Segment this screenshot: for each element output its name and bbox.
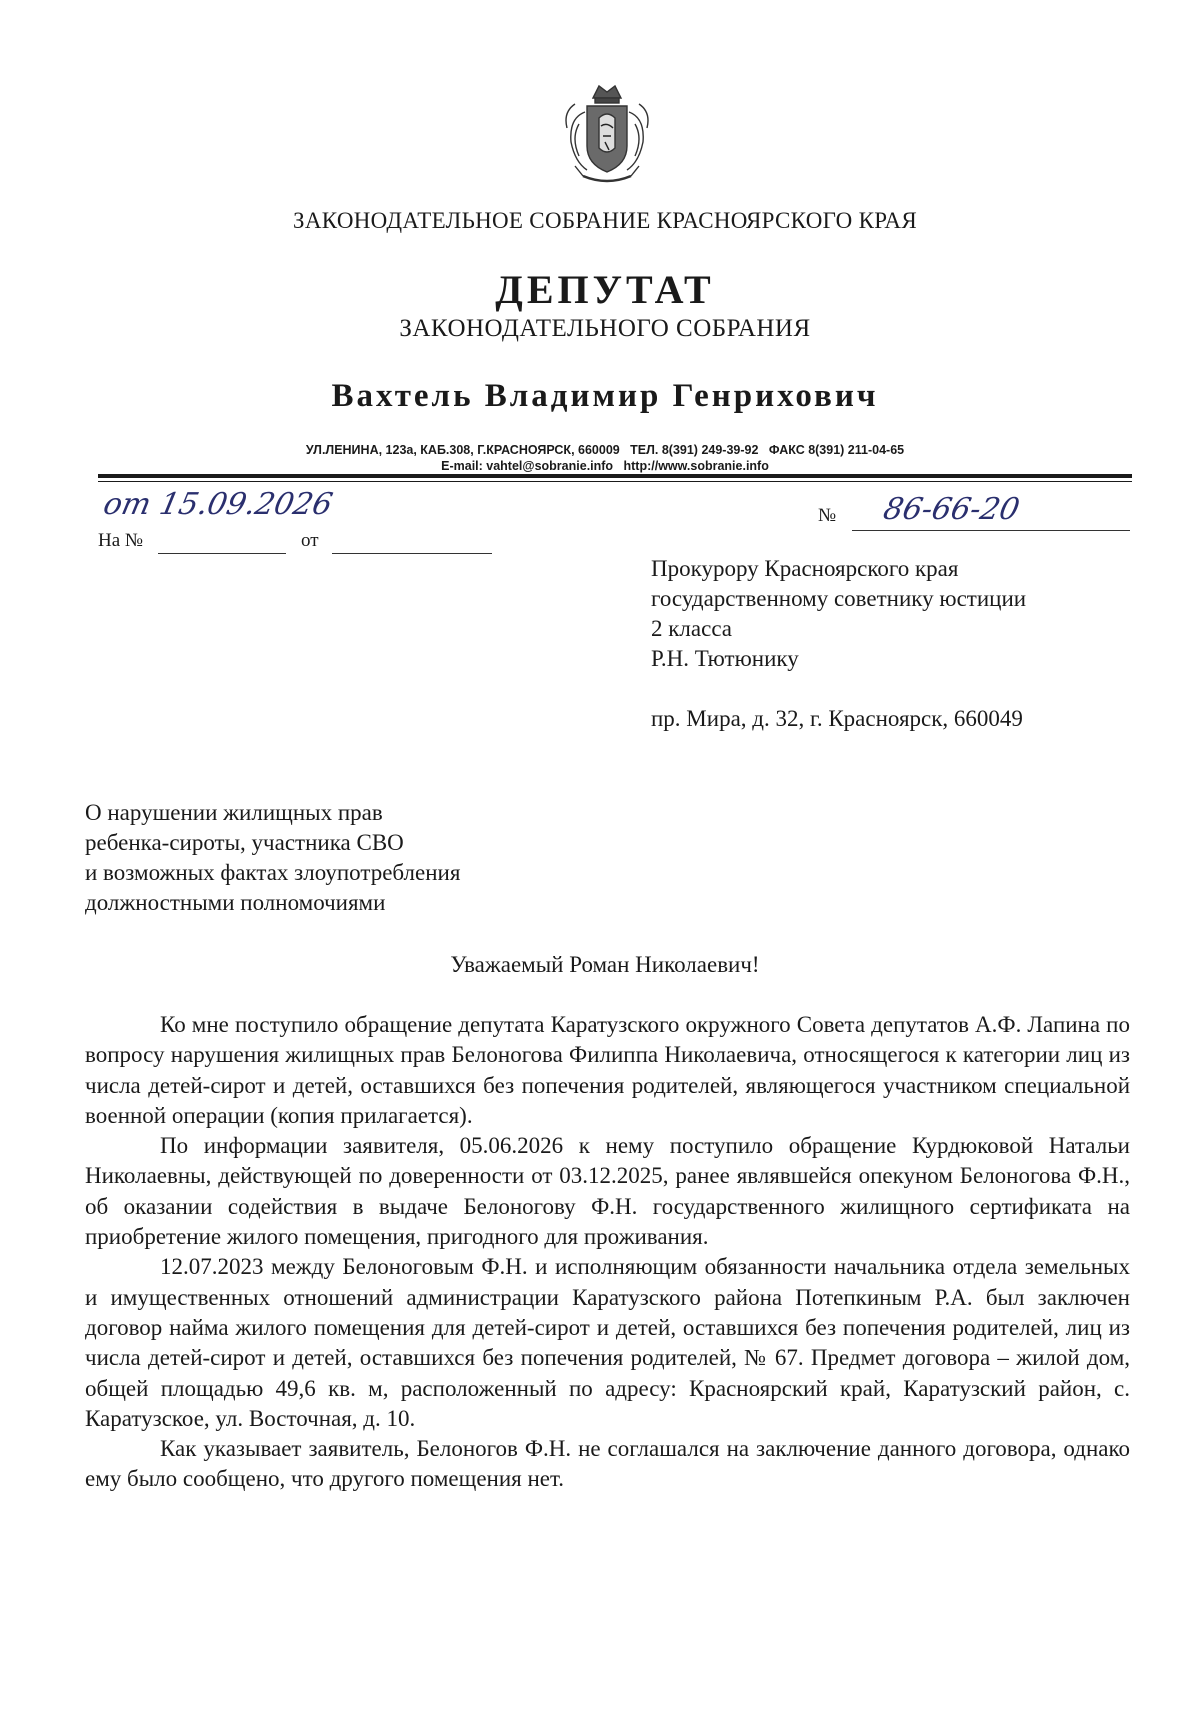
reference-number-underline	[158, 553, 286, 554]
deputy-name: Вахтель Владимир Генрихович	[331, 378, 879, 414]
reference-number-label: На №	[98, 530, 144, 551]
subject-line: должностными полномочиями	[85, 890, 386, 915]
addressee-address: пр. Мира, д. 32, г. Красноярск, 660049	[651, 706, 1023, 731]
addressee-line: Р.Н. Тютюнику	[651, 646, 799, 671]
reference-date-label: от	[301, 530, 319, 551]
body-paragraph: По информации заявителя, 05.06.2026 к нему поступило обращение Курдюковой Натальи Николаевны, действующей по доверенности от 03.12.2025, ранее являвшейся опекуном Белоногова Ф.Н., об оказании содействия в выдаче Белоногову Ф.Н. государственного жилищного сертификата на приобретение жилого помещения, пригодного для проживания.	[85, 1133, 1130, 1250]
contact-info	[0, 442, 1179, 474]
header-divider-thin	[98, 481, 1132, 482]
handwritten-date: от 15.09.2026	[100, 487, 336, 522]
greeting: Уважаемый Роман Николаевич!	[450, 952, 760, 977]
body-paragraph: Ко мне поступило обращение депутата Каратузского окружного Совета депутатов А.Ф. Лапина по вопросу нарушения жилищных прав Белоногова Филиппа Николаевича, относящегося к категории лиц из числа детей-сирот и детей, оставшихся без попечения родителей, являющегося участником специальной военной операции (копия прилагается).	[85, 1012, 1130, 1128]
number-label: №	[818, 505, 837, 526]
addressee-line: государственному советнику юстиции	[651, 586, 1027, 611]
reference-date-underline	[332, 553, 492, 554]
organization-name: ЗАКОНОДАТЕЛЬНОЕ СОБРАНИЕ КРАСНОЯРСКОГО КРАЯ	[293, 208, 917, 233]
letterhead-title: ДЕПУТАТ	[495, 267, 715, 312]
letterhead-subtitle: ЗАКОНОДАТЕЛЬНОГО СОБРАНИЯ	[399, 315, 811, 342]
number-underline	[852, 530, 1130, 531]
body-paragraph: 12.07.2023 между Белоноговым Ф.Н. и исполняющим обязанности начальника отдела земельных и имущественных отношений администрации Каратузского района Потепкиным Р.А. был заключен договор найма жилого помещения для детей-сирот и детей, оставшихся без попечения родителей, лиц из числа детей-сирот и детей, оставшихся без попечения родителей, № 67. Предмет договора – жилой дом, общей площадью 49,6 кв. м, расположенный по адресу: Красноярский край, Каратузский район, с. Каратузское, ул. Восточная, д. 10.	[85, 1254, 1130, 1431]
addressee-block	[651, 554, 1026, 674]
subject-line: ребенка-сироты, участника СВО	[85, 830, 404, 855]
addressee-line: 2 класса	[651, 616, 733, 641]
subject-line: и возможных фактах злоупотребления	[85, 860, 461, 885]
coat-of-arms-icon	[557, 78, 657, 190]
handwritten-number: 86-66-20	[880, 492, 1023, 527]
subject-block	[85, 798, 460, 918]
addressee-line: Прокурору Красноярского края	[651, 556, 959, 581]
letter-body	[85, 1010, 1130, 1495]
address-line: УЛ.ЛЕНИНА, 123а, КАБ.308, Г.КРАСНОЯРСК, 660009 ТЕЛ. 8(391) 249-39-92 ФАКС 8(391) 211-04-65	[305, 443, 905, 457]
subject-line: О нарушении жилищных прав	[85, 800, 383, 825]
body-paragraph: Как указывает заявитель, Белоногов Ф.Н. не соглашался на заключение данного договора, однако ему было сообщено, что другого помещения нет.	[85, 1436, 1130, 1492]
email-line: E-mail: vahtel@sobranie.info http://www.sobranie.info	[441, 459, 769, 473]
header-divider	[98, 474, 1132, 478]
